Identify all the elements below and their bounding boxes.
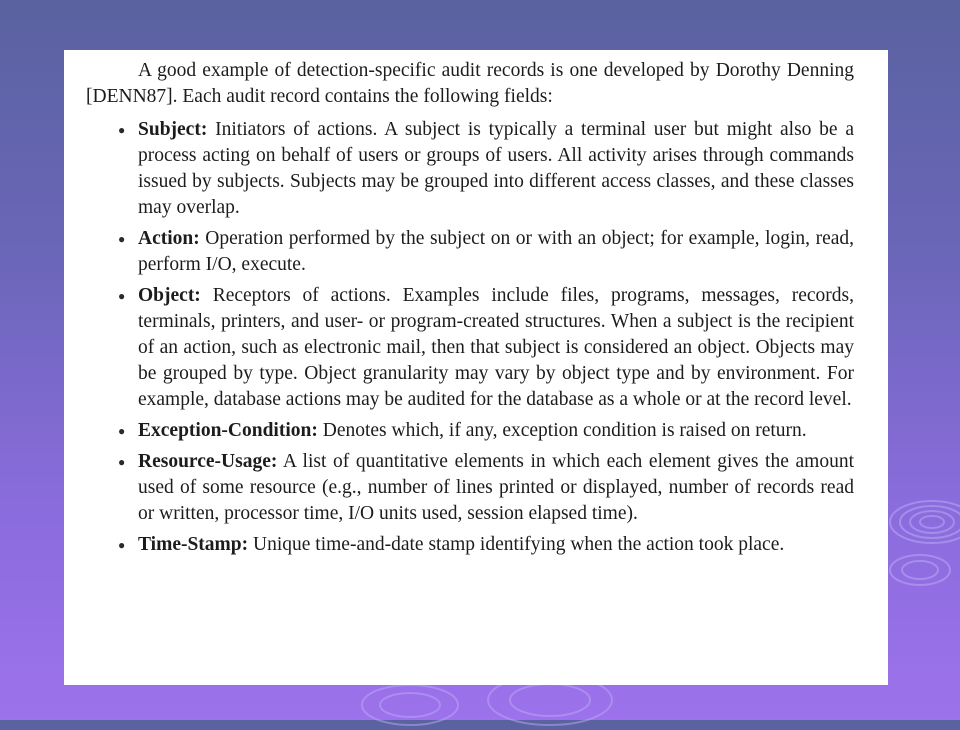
bullet-dot-icon: ● <box>118 123 126 137</box>
list-item-resource-usage <box>86 449 854 527</box>
ripple-circles-icon <box>880 470 960 590</box>
bullet-dot-icon: ● <box>118 538 126 552</box>
list-item-exception-condition <box>86 418 854 444</box>
field-term: Subject: <box>138 119 208 140</box>
list-item-time-stamp <box>86 532 854 558</box>
field-term: Resource-Usage: <box>138 451 278 472</box>
bullet-dot-icon: ● <box>118 455 126 469</box>
field-description: Unique time-and-date stamp identifying when the action took place. <box>253 534 785 555</box>
field-description: Initiators of actions. A subject is typically a terminal user but might also be a process acting on behalf of users or groups of users. All activity arises through commands issued by subjects. Subjects may be grouped into different access classes, and these classes may overlap. <box>138 119 855 218</box>
document-excerpt <box>64 50 888 685</box>
field-term: Action: <box>138 228 200 249</box>
bullet-dot-icon: ● <box>118 424 126 438</box>
list-item-subject <box>86 117 854 221</box>
list-item-action <box>86 226 854 278</box>
intro-paragraph: A good example of detection-specific audit records is one developed by Dorothy Denning [DENN87]. Each audit record contains the following fields: <box>86 60 854 107</box>
bullet-dot-icon: ● <box>118 232 126 246</box>
field-description: Denotes which, if any, exception condition is raised on return. <box>322 420 807 441</box>
field-term: Time-Stamp: <box>138 534 249 555</box>
field-description: Operation performed by the subject on or with an object; for example, login, read, perform I/O, execute. <box>138 228 855 275</box>
bullet-dot-icon: ● <box>118 289 126 303</box>
field-term: Object: <box>138 285 201 306</box>
field-description: A list of quantitative elements in which each element gives the amount used of some resource (e.g., number of lines printed or displayed, number of records read or written, processor time, I/O units used, session elapsed time). <box>138 451 854 524</box>
field-term: Exception-Condition: <box>138 420 318 441</box>
field-description: Receptors of actions. Examples include files, programs, messages, records, terminals, printers, and user- or program-created structures. When a subject is the recipient of an action, such as electronic mail, then that subject is considered an object. Objects may be grouped by type. Object granularity may vary by object type and by environment. For example, database actions may be audited for the database as a whole or at the record level. <box>138 285 855 410</box>
list-item-object <box>86 283 854 413</box>
audit-field-list <box>86 117 854 558</box>
